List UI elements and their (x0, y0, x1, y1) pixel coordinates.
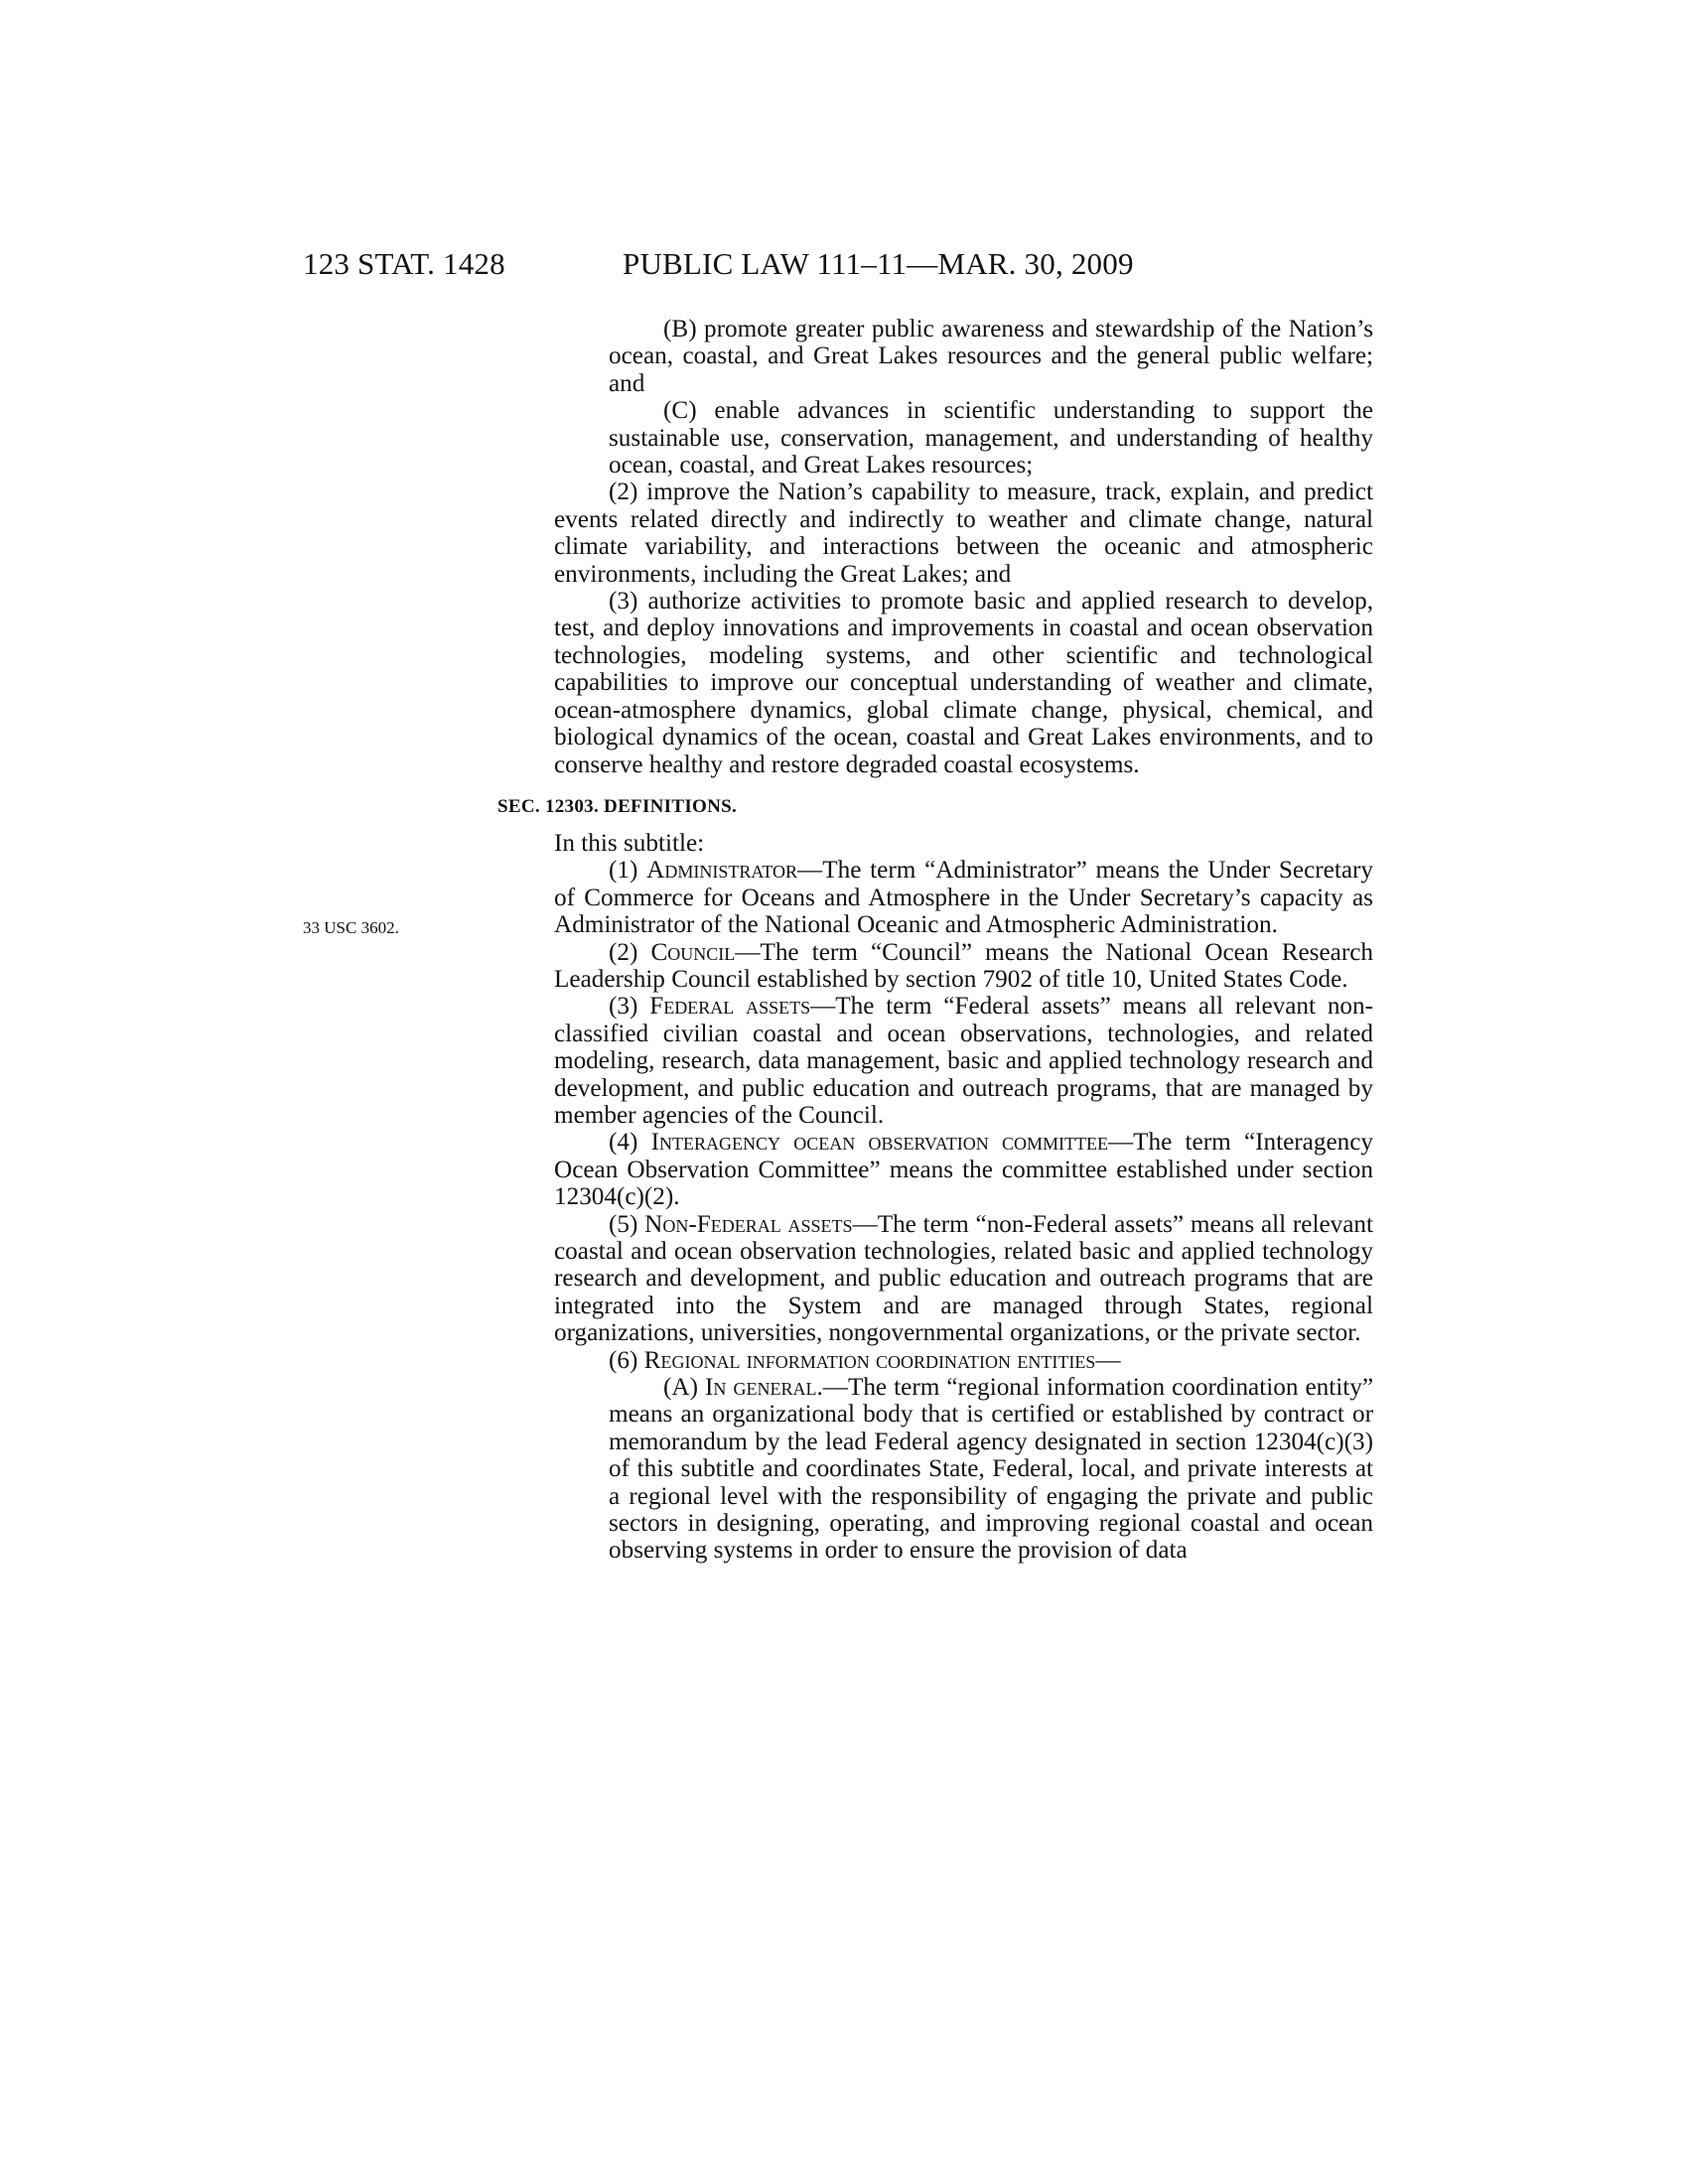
paragraph-b: (B) promote greater public awareness and stewardship of the Nation’s ocean, coastal, and Great Lakes resources and the general public welfare; and (609, 316, 1373, 397)
definition-term: In general (705, 1374, 817, 1402)
definition-6a: (A) In general.—The term “regional information coordination entity” means an organizational body that is certified or established by contract or memorandum by the lead Federal agency designated in section 12304(c)(3) of this subtitle and coordinates State, Federal, local, and private interests at a regional level with the responsibility of engaging the private and public sectors in designing, operating, and improving regional coastal and ocean observing systems in order to ensure the provision of data (609, 1374, 1374, 1565)
paragraph-2: (2) improve the Nation’s capability to measure, track, explain, and predict events related directly and indirectly to weather and climate change, natural climate variability, and interactions between the oceanic and atmospheric environments, including the Great Lakes; and (554, 478, 1373, 588)
margin-citation: 33 USC 3602. (303, 918, 399, 937)
paragraph-3: (3) authorize activities to promote basic and applied research to develop, test, and deploy innovations and improvements in coastal and ocean observation technologies, modeling systems, and other scientific and technological capabilities to improve our conceptual understanding of weather and climate, ocean-atmosphere dynamics, global climate change, physical, chemical, and biological dynamics of the ocean, coastal and Great Lakes environments, and to conserve healthy and restore degraded coastal ecosystems. (554, 588, 1373, 778)
public-law-title: PUBLIC LAW 111–11—MAR. 30, 2009 (623, 246, 1134, 281)
section-intro: In this subtitle: (554, 829, 705, 857)
definition-4: (4) Interagency ocean observation committee—The term “Interagency Ocean Observation Committee” means the committee established under section 12304(c)(2). (554, 1129, 1373, 1211)
definition-6: (6) Regional information coordination entities— (609, 1346, 1121, 1374)
definition-2: (2) Council—The term “Council” means the National Ocean Research Leadership Council established by section 7902 of title 10, United States Code. (554, 938, 1373, 993)
definition-term: Interagency ocean observation committee (650, 1129, 1108, 1157)
paragraph-c: (C) enable advances in scientific understanding to support the sustainable use, conservation, management, and understanding of healthy ocean, coastal, and Great Lakes resources; (609, 397, 1373, 479)
definition-term: Non-Federal assets (644, 1210, 853, 1238)
definition-term: Federal assets (649, 993, 811, 1021)
statute-page-number: 123 STAT. 1428 (303, 246, 505, 281)
section-heading: SEC. 12303. DEFINITIONS. (497, 795, 738, 817)
definition-3: (3) Federal assets—The term “Federal assets” means all relevant non-classified civilian coastal and ocean observations, technologies, and related modeling, research, data management, basic and applied technology research and development, and public education and outreach programs, that are managed by member agencies of the Council. (554, 993, 1374, 1129)
page-header (0, 246, 1688, 286)
definition-term: Administrator (646, 857, 798, 885)
definition-term: Regional information coordination entities (643, 1346, 1096, 1374)
definition-5: (5) Non-Federal assets—The term “non-Federal assets” means all relevant coastal and ocean observation technologies, related basic and applied technology research and development, and public education and outreach programs that are integrated into the System and are managed through States, regional organizations, universities, nongovernmental organizations, or the private sector. (554, 1210, 1373, 1347)
definition-term: Council (650, 938, 736, 966)
definition-1: (1) Administrator—The term “Administrator” means the Under Secretary of Commerce for Oceans and Atmosphere in the Under Secretary’s capacity as Administrator of the National Oceanic and Atmospheric Administration. (554, 857, 1374, 939)
document-body (497, 316, 1374, 1565)
